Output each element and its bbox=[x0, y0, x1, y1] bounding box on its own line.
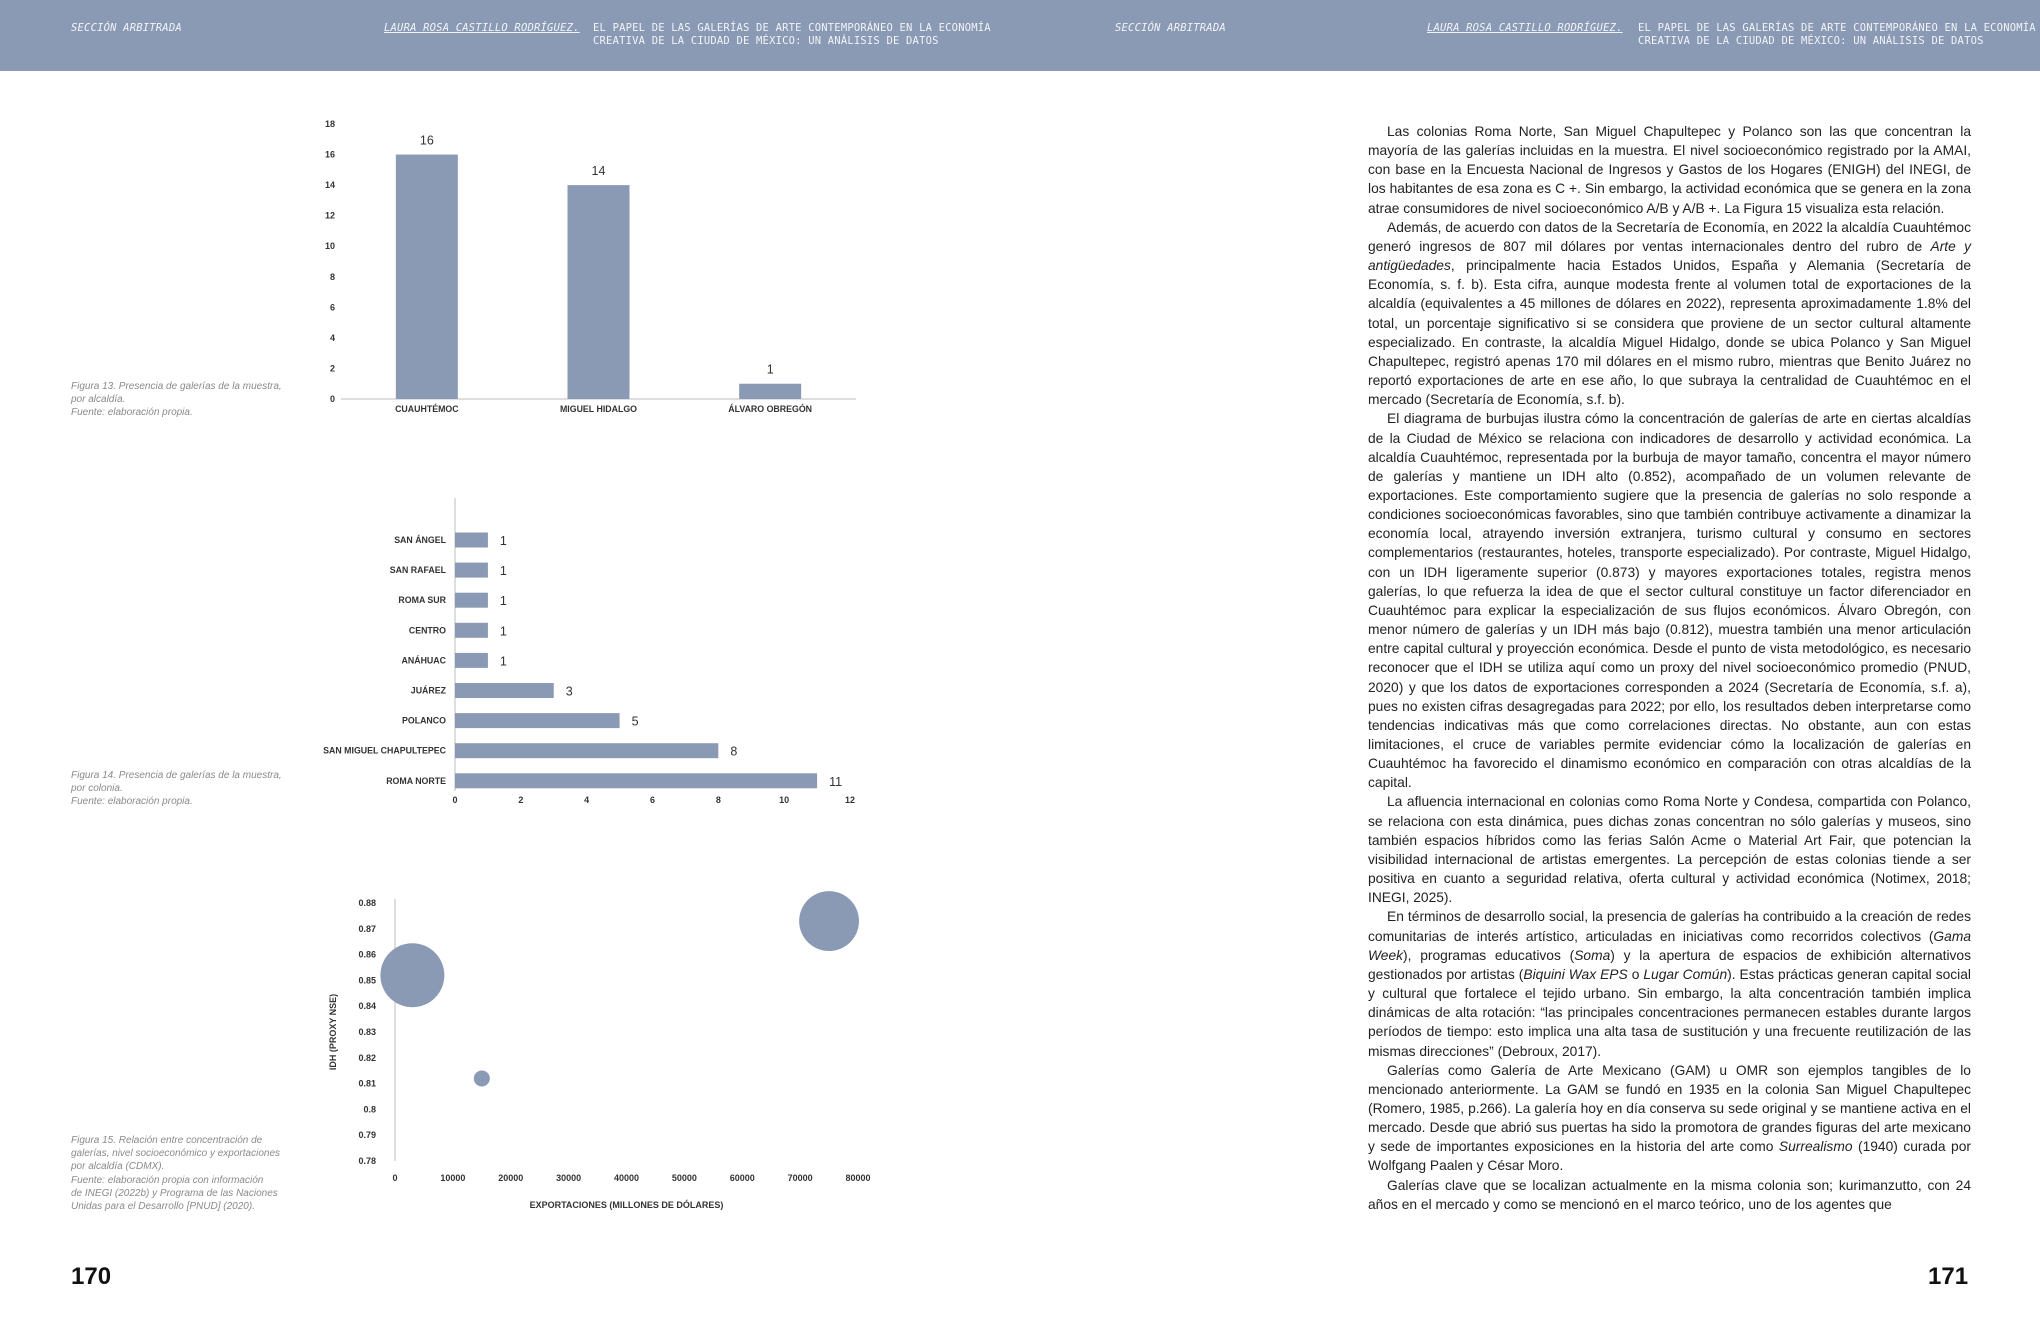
y-tick-label: 0.85 bbox=[358, 975, 376, 986]
category-label: ROMA SUR bbox=[398, 595, 446, 606]
bar-value-label: 16 bbox=[419, 133, 434, 148]
y-tick-label: 0.88 bbox=[358, 898, 376, 908]
body-paragraph: El diagrama de burbujas ilustra cómo la concentración de galerías de arte en ciertas alcaldías de la Ciudad de México se relaciona con indicadores de desarrollo y actividad económica. La alcaldía Cuauhtémoc, representada por la burbuja de mayor tamaño, concentra el mayor número de galerías y mantiene un IDH alto (0.852), acompañado de un volumen relevante de exportaciones. Este comportamiento sugiere que la presencia de galerías no solo responde a condiciones socioeconómicas favorables, sino que también contribuye activamente a dinamizar la economía local, atrayendo inversión extranjera, turismo cultural y consumo en sectores complementarios (restaurantes, hoteles, transporte especializado). Por contraste, Miguel Hidalgo, con un IDH ligeramente superior (0.873) y mayores exportaciones totales, registra menos galerías, lo que refuerza la idea de que el sector cultural constituye un factor diferenciador en Cuauhtémoc para explicar la especialización de sus flujos económicos. Álvaro Obregón, con menor número de galerías y un IDH más bajo (0.812), muestra también una menor articulación entre capital cultural y proyección económica. Desde el punto de vista metodológico, es necesario reconocer que el IDH se utiliza aquí como un proxy del nivel socioeconómico promedio (PNUD, 2020) y que los datos de exportaciones corresponden a 2024 (Secretaría de Economía, s.f. a), pues no existen cifras desagregadas para 2022; por ello, los resultados deben interpretarse como tendencias indicativas más que como correlaciones directas. No obstante, aun con estas limitaciones, el cruce de variables permite evidenciar cómo la localización de galerías en Cuauhtémoc ha favorecido el dinamismo económico en comparación con otras alcaldías de la capital. bbox=[1368, 411, 1971, 791]
bar-7 bbox=[455, 743, 718, 758]
y-tick-label: 0.84 bbox=[358, 1001, 376, 1012]
bar-value-label: 5 bbox=[631, 714, 639, 729]
y-tick-label: 10 bbox=[324, 241, 335, 252]
y-tick-label: 2 bbox=[329, 363, 335, 374]
x-tick-label: 6 bbox=[649, 795, 656, 805]
body-paragraph: Galerías como Galería de Arte Mexicano (GAM) u OMR son ejemplos tangibles de lo mencionado anteriormente. La GAM se fundó en 1935 en la colonia San Miguel Chapultepec (Romero, 1985, p.266). La galería hoy en día conserva su sede original y se mantiene activa en el mercado. Desde que abrió sus puertas ha sido la promotora de grandes figuras del arte mexicano y sede de importantes exposiciones en la historia del arte como Surrealismo (1940) curada por Wolfgang Paalen y César Moro. bbox=[1368, 1062, 1971, 1174]
y-tick-label: 0.78 bbox=[358, 1156, 376, 1166]
category-label: SAN MIGUEL CHAPULTEPEC bbox=[323, 745, 446, 756]
y-tick-label: 0.81 bbox=[358, 1078, 376, 1089]
bar-value-label: 1 bbox=[766, 362, 774, 377]
category-label: ROMA NORTE bbox=[386, 775, 446, 786]
x-tick-label: 10 bbox=[779, 795, 790, 805]
x-tick-label: 70000 bbox=[787, 1173, 813, 1183]
header-title-right-line1: EL PAPEL DE LAS GALERÍAS DE ARTE CONTEMPORÁNEO EN LA ECONOMÍA bbox=[1638, 22, 2036, 34]
bar-value-label: 11 bbox=[829, 774, 843, 789]
x-tick-label: 0 bbox=[392, 1173, 398, 1183]
bar-6 bbox=[455, 713, 620, 728]
header-author-left: LAURA ROSA CASTILLO RODRÍGUEZ. bbox=[384, 22, 580, 34]
y-tick-label: 14 bbox=[324, 180, 335, 191]
caption-line: de INEGI (2022b) y Programa de las Naciones bbox=[71, 1187, 278, 1199]
y-tick-label: 0 bbox=[329, 394, 335, 404]
x-tick-label: 40000 bbox=[613, 1173, 640, 1183]
y-tick-label: 0.79 bbox=[358, 1130, 376, 1141]
category-label: SAN ÁNGEL bbox=[394, 535, 446, 545]
bar-value-label: 1 bbox=[499, 594, 507, 609]
caption-line: Unidas para el Desarrollo [PNUD] (2020). bbox=[71, 1201, 255, 1213]
y-axis-title: IDH (PROXY NSE) bbox=[328, 993, 338, 1071]
bar-value-label: 1 bbox=[499, 654, 507, 669]
bar-value-label: 1 bbox=[499, 534, 507, 548]
x-tick-label: 80000 bbox=[845, 1173, 871, 1183]
page-number-left: 170 bbox=[71, 1263, 112, 1290]
bar-value-label: 1 bbox=[499, 564, 507, 579]
x-tick-label: 60000 bbox=[729, 1173, 755, 1183]
x-tick-label: 8 bbox=[715, 795, 721, 805]
article-body bbox=[1368, 122, 1971, 1214]
bar-1 bbox=[455, 563, 488, 578]
x-tick-label: 20000 bbox=[498, 1173, 524, 1183]
caption-line: por colonia. bbox=[71, 783, 123, 795]
category-label: CENTRO bbox=[408, 625, 446, 636]
body-paragraph: Además, de acuerdo con datos de la Secretaría de Economía, en 2022 la alcaldía Cuauhtémoc generó ingresos de 807 mil dólares por ventas internacionales dentro del rubro de Arte y antigüedades, principalmente hacia Estados Unidos, España y Alemania (Secretaría de Economía, s. f. b). Esta cifra, aunque modesta frente al volumen total de exportaciones de la alcaldía (equivalentes a 45 millones de dólares en 2022), representa aproximadamente 1.8% del total, un porcentaje significativo si se considera que proviene de un sector cultural altamente especializado. En contraste, la alcaldía Miguel Hidalgo, donde se ubica Polanco y San Miguel Chapultepec, registró apenas 170 mil dólares en el mismo rubro, mientras que Benito Juárez no reportó exportaciones de arte en ese año, lo que subraya la centralidad de Cuauhtémoc en el mercado (Secretaría de Economía, s.f. b). bbox=[1368, 219, 1971, 408]
bar-4 bbox=[455, 653, 488, 668]
bubble-1 bbox=[799, 891, 859, 951]
figure-14-caption bbox=[71, 769, 291, 809]
caption-line: Fuente: elaboración propia con información bbox=[71, 1174, 264, 1186]
caption-line: por alcaldía. bbox=[71, 394, 126, 406]
y-tick-label: 8 bbox=[329, 271, 335, 282]
header-title-left bbox=[593, 22, 991, 48]
bar-3 bbox=[455, 623, 488, 638]
bar-2 bbox=[739, 384, 801, 399]
category-label: JUÁREZ bbox=[410, 685, 446, 696]
bar-value-label: 14 bbox=[591, 164, 606, 179]
bubble-2 bbox=[474, 1070, 490, 1086]
figure-14-chart bbox=[310, 490, 870, 820]
y-tick-label: 0.82 bbox=[358, 1052, 376, 1063]
figure-13-caption bbox=[71, 380, 291, 420]
header-section-left: SECCIÓN ARBITRADA bbox=[71, 22, 182, 34]
x-tick-label: 50000 bbox=[671, 1173, 697, 1183]
category-label: ANÁHUAC bbox=[401, 655, 446, 666]
bubble-0 bbox=[380, 943, 444, 1007]
y-tick-label: 0.86 bbox=[358, 949, 376, 960]
body-paragraph: Galerías clave que se localizan actualmente en la misma colonia son; kurimanzutto, con 24 años en el mercado y como se mencionó en el marco teórico, uno de los agentes que bbox=[1368, 1177, 1971, 1212]
bar-5 bbox=[455, 683, 554, 698]
category-label: POLANCO bbox=[402, 715, 446, 726]
x-axis-title: EXPORTACIONES (MILLONES DE DÓLARES) bbox=[529, 1200, 724, 1210]
bar-2 bbox=[455, 593, 488, 608]
running-header bbox=[0, 0, 2040, 71]
header-title-right bbox=[1638, 22, 2036, 48]
category-label: CUAUHTÉMOC bbox=[395, 404, 459, 414]
caption-line: Figura 15. Relación entre concentración de bbox=[71, 1135, 263, 1146]
header-title-left-line1: EL PAPEL DE LAS GALERÍAS DE ARTE CONTEMPORÁNEO EN LA ECONOMÍA bbox=[593, 22, 991, 34]
x-tick-label: 10000 bbox=[440, 1173, 466, 1183]
bar-1 bbox=[568, 185, 630, 399]
caption-line: Fuente: elaboración propia. bbox=[71, 796, 193, 808]
body-paragraph: En términos de desarrollo social, la presencia de galerías ha contribuido a la creación de redes comunitarias de interés artístico, articuladas en iniciativas como recorridos colectivos (Gama Week), programas educativos (Soma) y la apertura de espacios de exhibición alternativos gestionados por artistas (Biquini Wax EPS o Lugar Común). Estas prácticas generan capital social y cultural que fortalece el tejido urbano. Sin embargo, la alta concentración también implica dinámicas de alta rotación: “las principales concentraciones permanecen estables durante largos períodos de tiempo: esto implica una alta tasa de sustitución y una frecuente reutilización de las mismas direcciones” (Debroux, 2017). bbox=[1368, 909, 1971, 1059]
y-tick-label: 18 bbox=[324, 119, 335, 129]
caption-line: galerías, nivel socioeconómico y exportaciones bbox=[71, 1148, 280, 1160]
bar-value-label: 3 bbox=[565, 684, 573, 699]
caption-line: Figura 14. Presencia de galerías de la muestra, bbox=[71, 770, 282, 781]
x-tick-label: 12 bbox=[844, 795, 856, 805]
body-paragraph: La afluencia internacional en colonias como Roma Norte y Condesa, compartida con Polanco, se relaciona con esta dinámica, pues dichas zonas concentran no sólo galerías y museos, sino también espacios híbridos como las ferias Salón Acme o Material Art Fair, que potencian la visibilidad internacional de artistas emergentes. La percepción de estas colonias tiende a ser positiva en cuanto a seguridad relativa, oferta cultural y actividad económica (Notimex, 2018; INEGI, 2025). bbox=[1368, 794, 1971, 906]
figure-15-chart bbox=[310, 880, 890, 1220]
y-tick-label: 16 bbox=[324, 149, 335, 160]
y-tick-label: 12 bbox=[324, 210, 335, 221]
category-label: ÁLVARO OBREGÓN bbox=[728, 404, 813, 414]
caption-line: Figura 13. Presencia de galerías de la muestra, bbox=[71, 381, 282, 392]
figure-15-caption bbox=[71, 1134, 291, 1213]
bar-value-label: 8 bbox=[730, 744, 738, 759]
caption-line: por alcaldía (CDMX). bbox=[71, 1161, 165, 1173]
header-author-right: LAURA ROSA CASTILLO RODRÍGUEZ. bbox=[1427, 22, 1623, 34]
bar-0 bbox=[396, 155, 458, 399]
bar-0 bbox=[455, 533, 488, 548]
header-title-right-line2: CREATIVA DE LA CIUDAD DE MÉXICO: UN ANÁLISIS DE DATOS bbox=[1638, 35, 1984, 47]
header-section-right: SECCIÓN ARBITRADA bbox=[1115, 22, 1226, 34]
caption-line: Fuente: elaboración propia. bbox=[71, 407, 193, 419]
category-label: MIGUEL HIDALGO bbox=[559, 404, 638, 414]
bar-8 bbox=[455, 773, 817, 788]
category-label: SAN RAFAEL bbox=[389, 565, 446, 576]
y-tick-label: 0.8 bbox=[363, 1104, 376, 1115]
x-tick-label: 0 bbox=[452, 795, 458, 805]
figure-13-chart bbox=[310, 110, 870, 430]
page-number-right: 171 bbox=[1928, 1263, 1969, 1290]
y-tick-label: 0.87 bbox=[358, 923, 376, 934]
x-tick-label: 30000 bbox=[556, 1173, 582, 1183]
x-tick-label: 2 bbox=[518, 795, 524, 805]
header-title-left-line2: CREATIVA DE LA CIUDAD DE MÉXICO: UN ANÁLISIS DE DATOS bbox=[593, 35, 939, 47]
body-paragraph: Las colonias Roma Norte, San Miguel Chapultepec y Polanco son las que concentran la mayoría de las galerías incluidas en la muestra. El nivel socioeconómico registrado por la AMAI, con base en la Encuesta Nacional de Ingresos y Gastos de los Hogares (ENIGH) del INEGI, de los habitantes de esa zona es C +. Sin embargo, la actividad económica que se genera en la zona atrae consumidores de nivel socioeconómico A/B y A/B +. La Figura 15 visualiza esta relación. bbox=[1368, 124, 1971, 216]
bar-value-label: 1 bbox=[499, 624, 507, 639]
y-tick-label: 6 bbox=[329, 302, 335, 313]
y-tick-label: 4 bbox=[329, 332, 335, 343]
x-tick-label: 4 bbox=[584, 795, 590, 805]
y-tick-label: 0.83 bbox=[358, 1027, 376, 1037]
